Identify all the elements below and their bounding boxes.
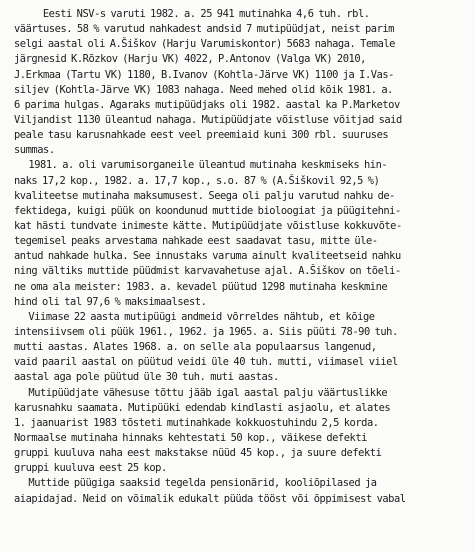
text-line: karusnahku saamata. Mutipüüki edendab kindlasti asjaolu, et alates bbox=[14, 401, 391, 414]
text-line: Eesti NSV-s varuti 1982. a. 25 941 mutinahka 4,6 tuh. rbl. bbox=[14, 8, 370, 20]
text-line: summas. bbox=[14, 144, 55, 157]
text-line: naks 17,2 kop., 1982. a. 17,7 kop., s.o. 87 % (A.Šiškovil 92,5 %) bbox=[14, 174, 380, 187]
text-line: aastal aga pole püütud üle 30 tuh. muti aastas. bbox=[14, 371, 279, 384]
text-line: peale tasu karusnahkade eest veel preemiaid kuni 300 rbl. suuruses bbox=[14, 129, 389, 142]
text-line: 1981. a. oli varumisorganeile üleantud mutinaha keskmiseks hin- bbox=[14, 159, 388, 172]
text-line: väärtuses. 58 % varutud nahkadest andsid 7 mutipüüdjat, neist parim bbox=[14, 23, 394, 36]
text-line: kat hästi tundvate inimeste kätte. Mutipüüdjate võistluse kokkuvõte- bbox=[14, 219, 402, 232]
text-line: vaid paaril aastal on püütud veidi üle 40 tuh. mutti, viimasel viiel bbox=[14, 356, 398, 369]
text-line: 6 parima hulgas. Agaraks mutipüüdjaks oli 1982. aastal ka P.Marketov bbox=[14, 98, 400, 111]
text-line: 1. jaanuarist 1983 tõsteti mutinahkade kokkuostuhindu 2,5 korda. bbox=[14, 416, 379, 429]
text-line: tegemisel peaks arvestama nahkade eest saadavat tasu, mitte üle- bbox=[14, 235, 378, 248]
text-line: mutti aastas. Alates 1968. a. on selle ala populaarsus langenud, bbox=[14, 341, 377, 354]
text-line: Mutipüüdjate vähesuse tõttu jääb igal aastal palju väärtuslikke bbox=[14, 386, 388, 399]
text-line: Muttide püügiga saaksid tegelda pensionärid, kooliõpilased ja bbox=[14, 477, 377, 490]
text-line: Viljandist 1130 üleantud nahaga. Mutipüüdjate võistluse võitjad said bbox=[14, 113, 402, 126]
text-line: järgnesid K.Rõzkov (Harju VK) 4022, P.Antonov (Valga VK) 2010, bbox=[14, 53, 366, 66]
text-line: fektidega, kuigi püük on koondunud muttide bioloogiat ja püügitehni- bbox=[14, 204, 401, 217]
paragraph-4 bbox=[14, 386, 475, 477]
text-line: siljev (Kohtla-Järve VK) 1083 nahaga. Need mehed olid kõik 1981. a. bbox=[14, 83, 393, 96]
paragraph-5 bbox=[14, 476, 475, 506]
text-line: selgi aastal oli A.Šiškov (Harju Varumiskontor) 5683 nahaga. Temale bbox=[14, 38, 395, 51]
text-line: Viimase 22 aasta mutipüügi andmeid võrreldes nähtub, et kõige bbox=[14, 310, 375, 323]
text-line: aiapidajad. Neid on võimalik edukalt püüda tööst või õppimisest vabal bbox=[14, 492, 406, 505]
text-line: kvaliteetse mutinaha maksumusest. Seega oli palju varutud nahku de- bbox=[14, 189, 395, 202]
text-line: intensiivsem oli püük 1961., 1962. ja 1965. a. Siis püüti 78-90 tuh. bbox=[14, 325, 398, 338]
text-line: gruppi kuuluva naha eest makstakse nüüd 45 kop., ja suure defekti bbox=[14, 447, 382, 460]
text-line: ne oma ala meister: 1983. a. kevadel püütud 1298 mutinaha keskmine bbox=[14, 280, 388, 293]
text-line: Normaalse mutinaha hinnaks kehtestati 50 kop., väikese defekti bbox=[14, 431, 367, 444]
text-line: hind oli tal 97,6 % maksimaalsest. bbox=[14, 295, 207, 308]
paragraph-3 bbox=[14, 310, 475, 386]
document-text bbox=[14, 7, 475, 507]
text-line: gruppi kuuluva eest 25 kop. bbox=[14, 462, 167, 475]
text-line: antud nahkade hulka. See innustaks varuma ainult kvaliteetseid nahku bbox=[14, 250, 401, 263]
paragraph-1 bbox=[14, 7, 475, 158]
paragraph-2 bbox=[14, 158, 475, 309]
text-line: ning vältiks muttide püüdmist karvavahetuse ajal. A.Šiškov on tõeli- bbox=[14, 265, 401, 278]
text-line: J.Erkmaa (Tartu VK) 1180, B.Ivanov (Kohtla-Järve VK) 1100 ja I.Vas- bbox=[14, 68, 394, 81]
